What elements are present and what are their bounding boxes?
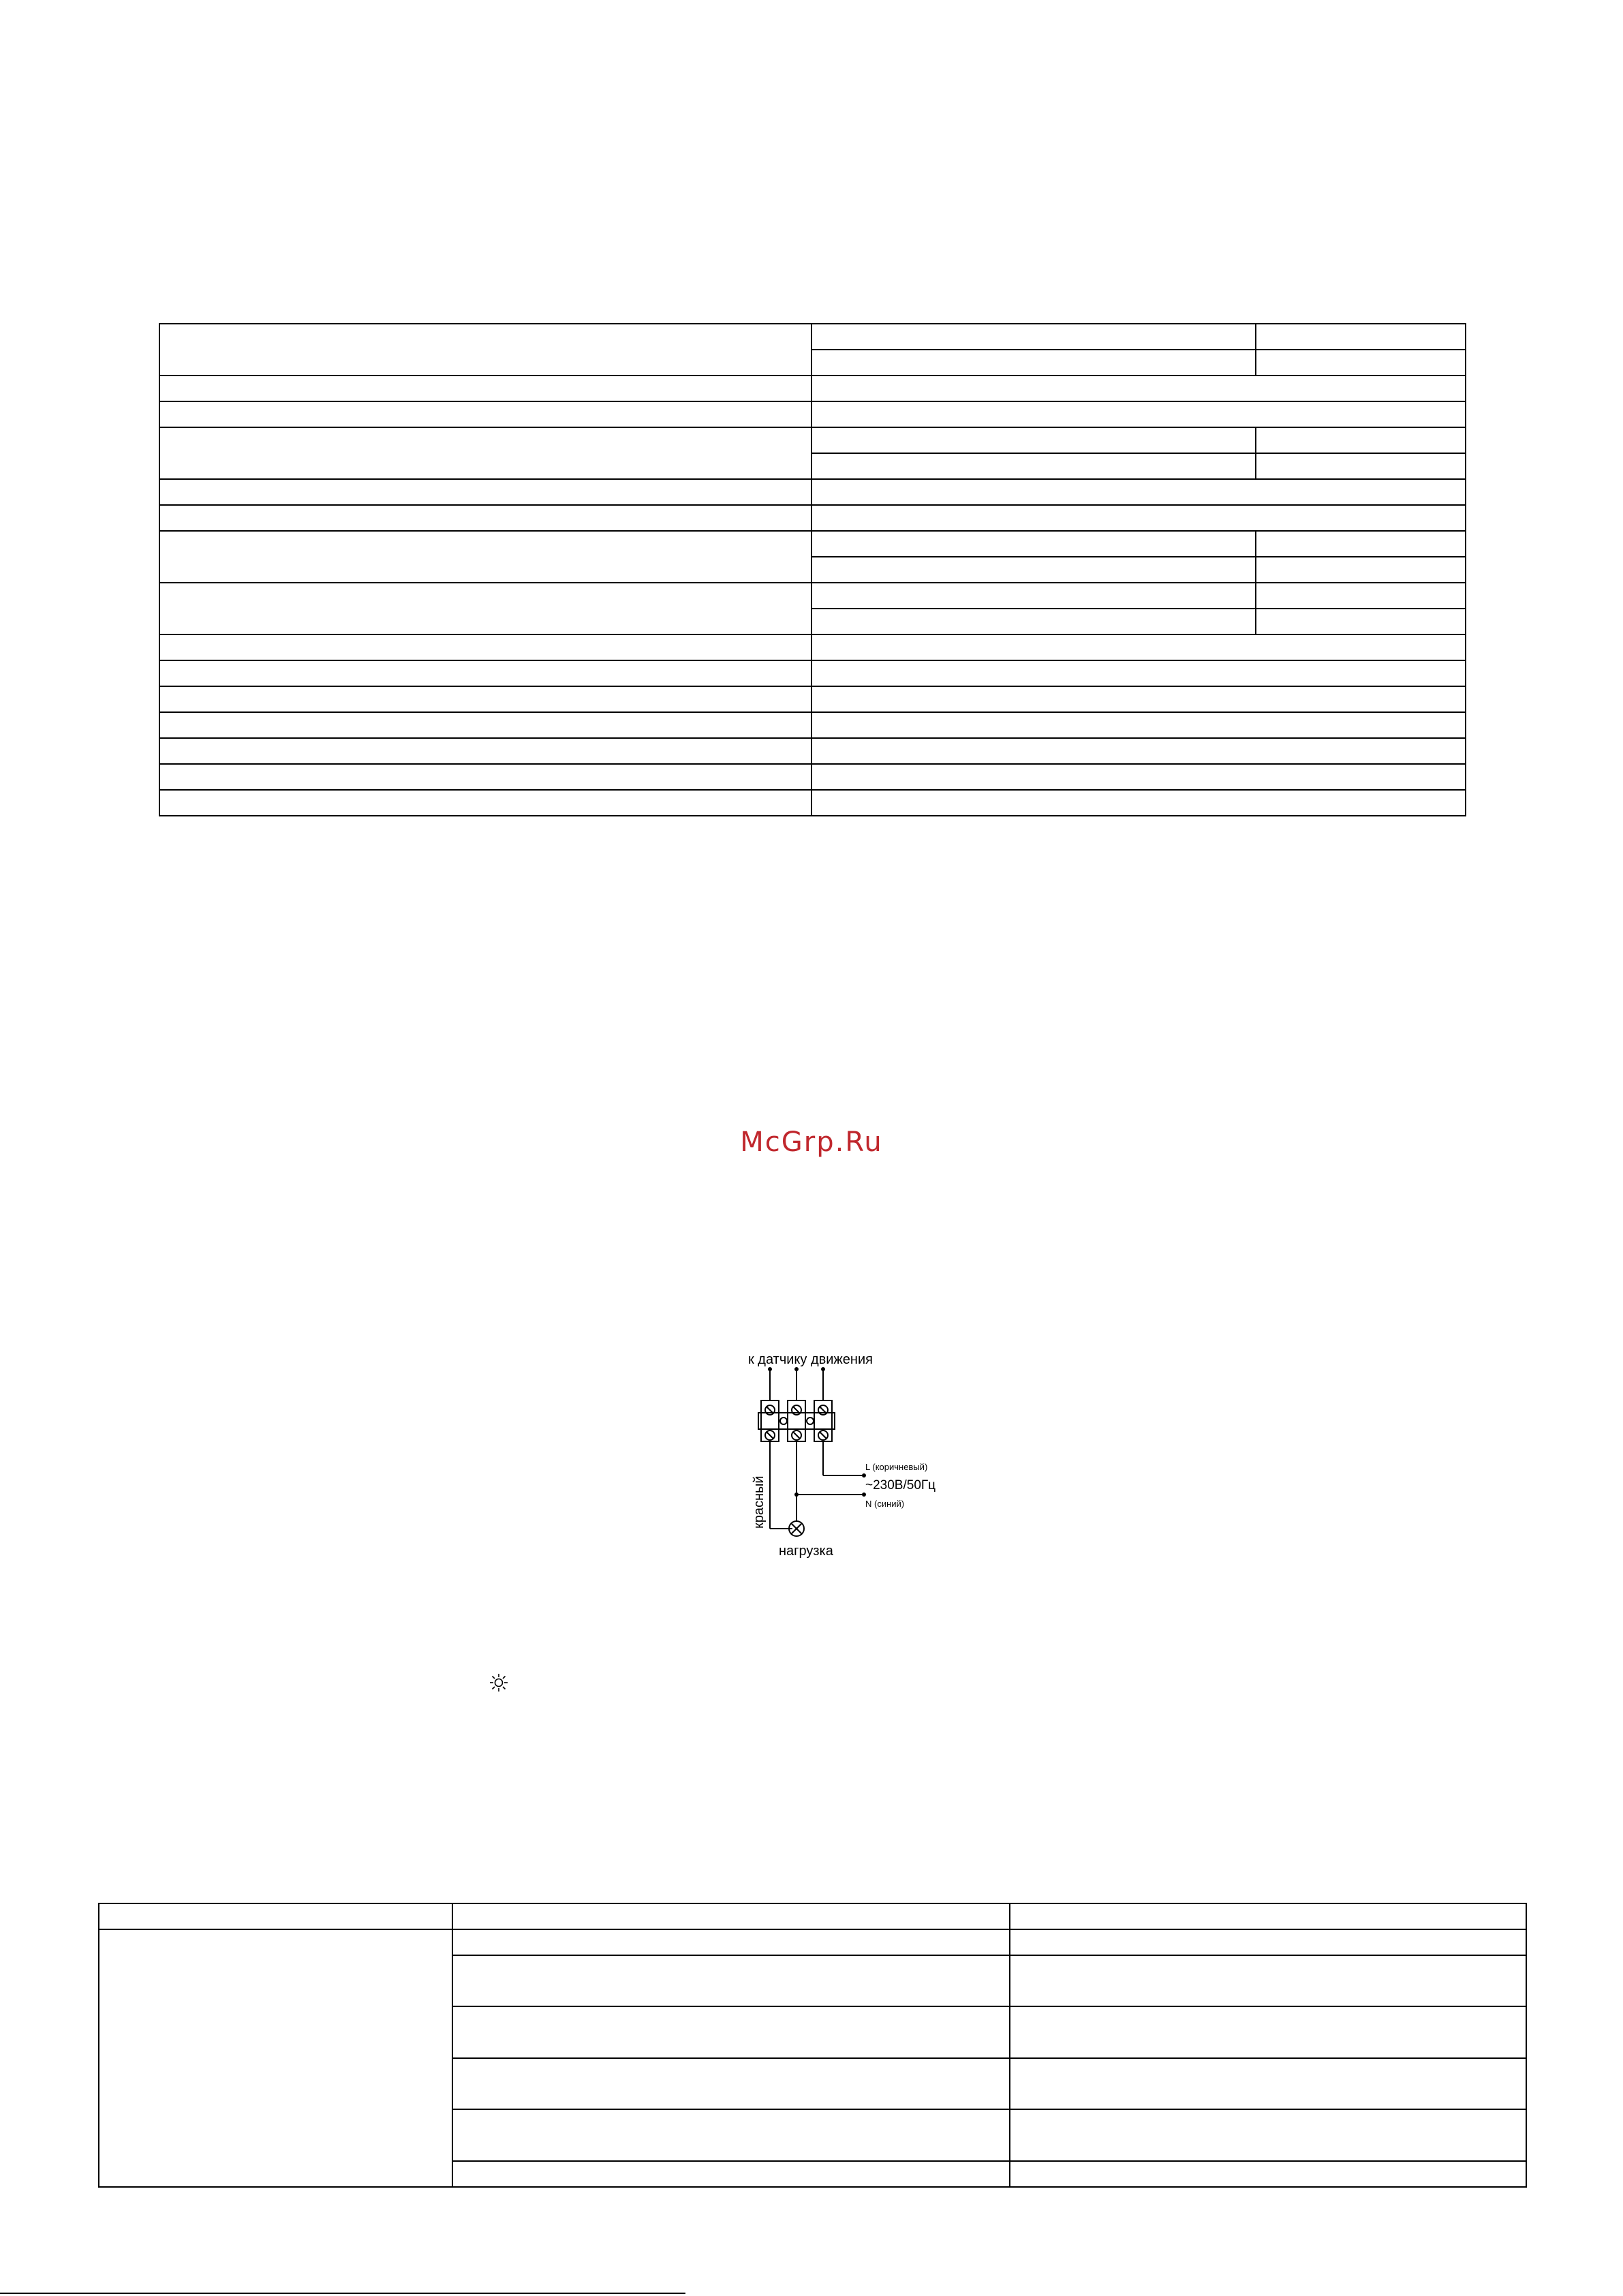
table-cell — [812, 686, 1466, 712]
table-cell — [812, 453, 1256, 479]
table-cell — [452, 2006, 1010, 2058]
table-row — [159, 583, 1466, 609]
table-row — [159, 427, 1466, 453]
table-cell — [159, 376, 812, 401]
table-cell — [812, 531, 1256, 557]
table-cell — [159, 427, 812, 479]
table-cell — [452, 2058, 1010, 2109]
table-cell — [159, 634, 812, 660]
table-cell — [159, 479, 812, 505]
table-cell — [1256, 427, 1466, 453]
table-row — [99, 1929, 1526, 1955]
table-cell — [812, 350, 1256, 376]
table-cell — [1010, 2006, 1526, 2058]
table-cell — [812, 376, 1466, 401]
table-row — [159, 376, 1466, 401]
table-cell — [812, 583, 1256, 609]
table-cell — [1256, 583, 1466, 609]
diagram-label-supply: ~230В/50Гц — [865, 1478, 936, 1493]
table-cell — [159, 790, 812, 816]
table-cell — [99, 1929, 452, 2187]
table-cell — [812, 712, 1466, 738]
table-cell — [159, 583, 812, 634]
wiring-diagram — [736, 1346, 954, 1564]
table-cell — [812, 660, 1466, 686]
table-cell — [452, 1903, 1010, 1929]
table-cell — [1010, 2161, 1526, 2187]
table-cell — [1010, 1903, 1526, 1929]
table-cell — [159, 712, 812, 738]
table-cell — [812, 324, 1256, 350]
table-cell — [159, 401, 812, 427]
table-cell — [812, 764, 1466, 790]
fault-table — [98, 1903, 1527, 2188]
table-cell — [1010, 2058, 1526, 2109]
footnote-separator — [0, 2293, 685, 2294]
table-cell — [812, 634, 1466, 660]
table-row — [159, 738, 1466, 764]
table-cell — [452, 2161, 1010, 2187]
spec-table — [159, 323, 1466, 816]
table-cell — [452, 1929, 1010, 1955]
table-cell — [1010, 1955, 1526, 2006]
diagram-label-sensor: к датчику движения — [748, 1352, 873, 1367]
table-cell — [159, 505, 812, 531]
table-row — [159, 324, 1466, 350]
table-cell — [1256, 531, 1466, 557]
table-cell — [159, 764, 812, 790]
table-cell — [159, 531, 812, 583]
table-cell — [812, 427, 1256, 453]
table-cell — [1256, 453, 1466, 479]
table-cell — [159, 738, 812, 764]
table-cell — [99, 1903, 452, 1929]
table-row — [159, 712, 1466, 738]
diagram-label-red-wire: красный — [752, 1475, 767, 1529]
table-row — [159, 479, 1466, 505]
table-cell — [452, 1955, 1010, 2006]
table-row — [159, 401, 1466, 427]
table-cell — [812, 609, 1256, 634]
table-cell — [452, 2109, 1010, 2161]
table-cell — [812, 790, 1466, 816]
sun-icon — [489, 1673, 508, 1692]
diagram-label-live: L (коричневый) — [865, 1462, 928, 1472]
table-cell — [812, 738, 1466, 764]
table-cell — [1256, 557, 1466, 583]
table-cell — [159, 324, 812, 376]
table-row — [159, 531, 1466, 557]
diagram-label-neutral: N (синий) — [865, 1499, 905, 1509]
table-cell — [159, 686, 812, 712]
table-row — [159, 764, 1466, 790]
table-cell — [159, 660, 812, 686]
table-cell — [812, 505, 1466, 531]
table-cell — [812, 401, 1466, 427]
table-cell — [812, 557, 1256, 583]
table-cell — [1256, 324, 1466, 350]
table-row — [99, 1903, 1526, 1929]
table-row — [159, 505, 1466, 531]
diagram-label-load: нагрузка — [779, 1544, 833, 1559]
table-cell — [812, 479, 1466, 505]
table-cell — [1010, 1929, 1526, 1955]
table-cell — [1256, 609, 1466, 634]
table-row — [159, 686, 1466, 712]
watermark: McGrp.Ru — [740, 1127, 883, 1158]
table-cell — [1256, 350, 1466, 376]
table-row — [159, 660, 1466, 686]
table-row — [159, 634, 1466, 660]
table-row — [159, 790, 1466, 816]
table-cell — [1010, 2109, 1526, 2161]
